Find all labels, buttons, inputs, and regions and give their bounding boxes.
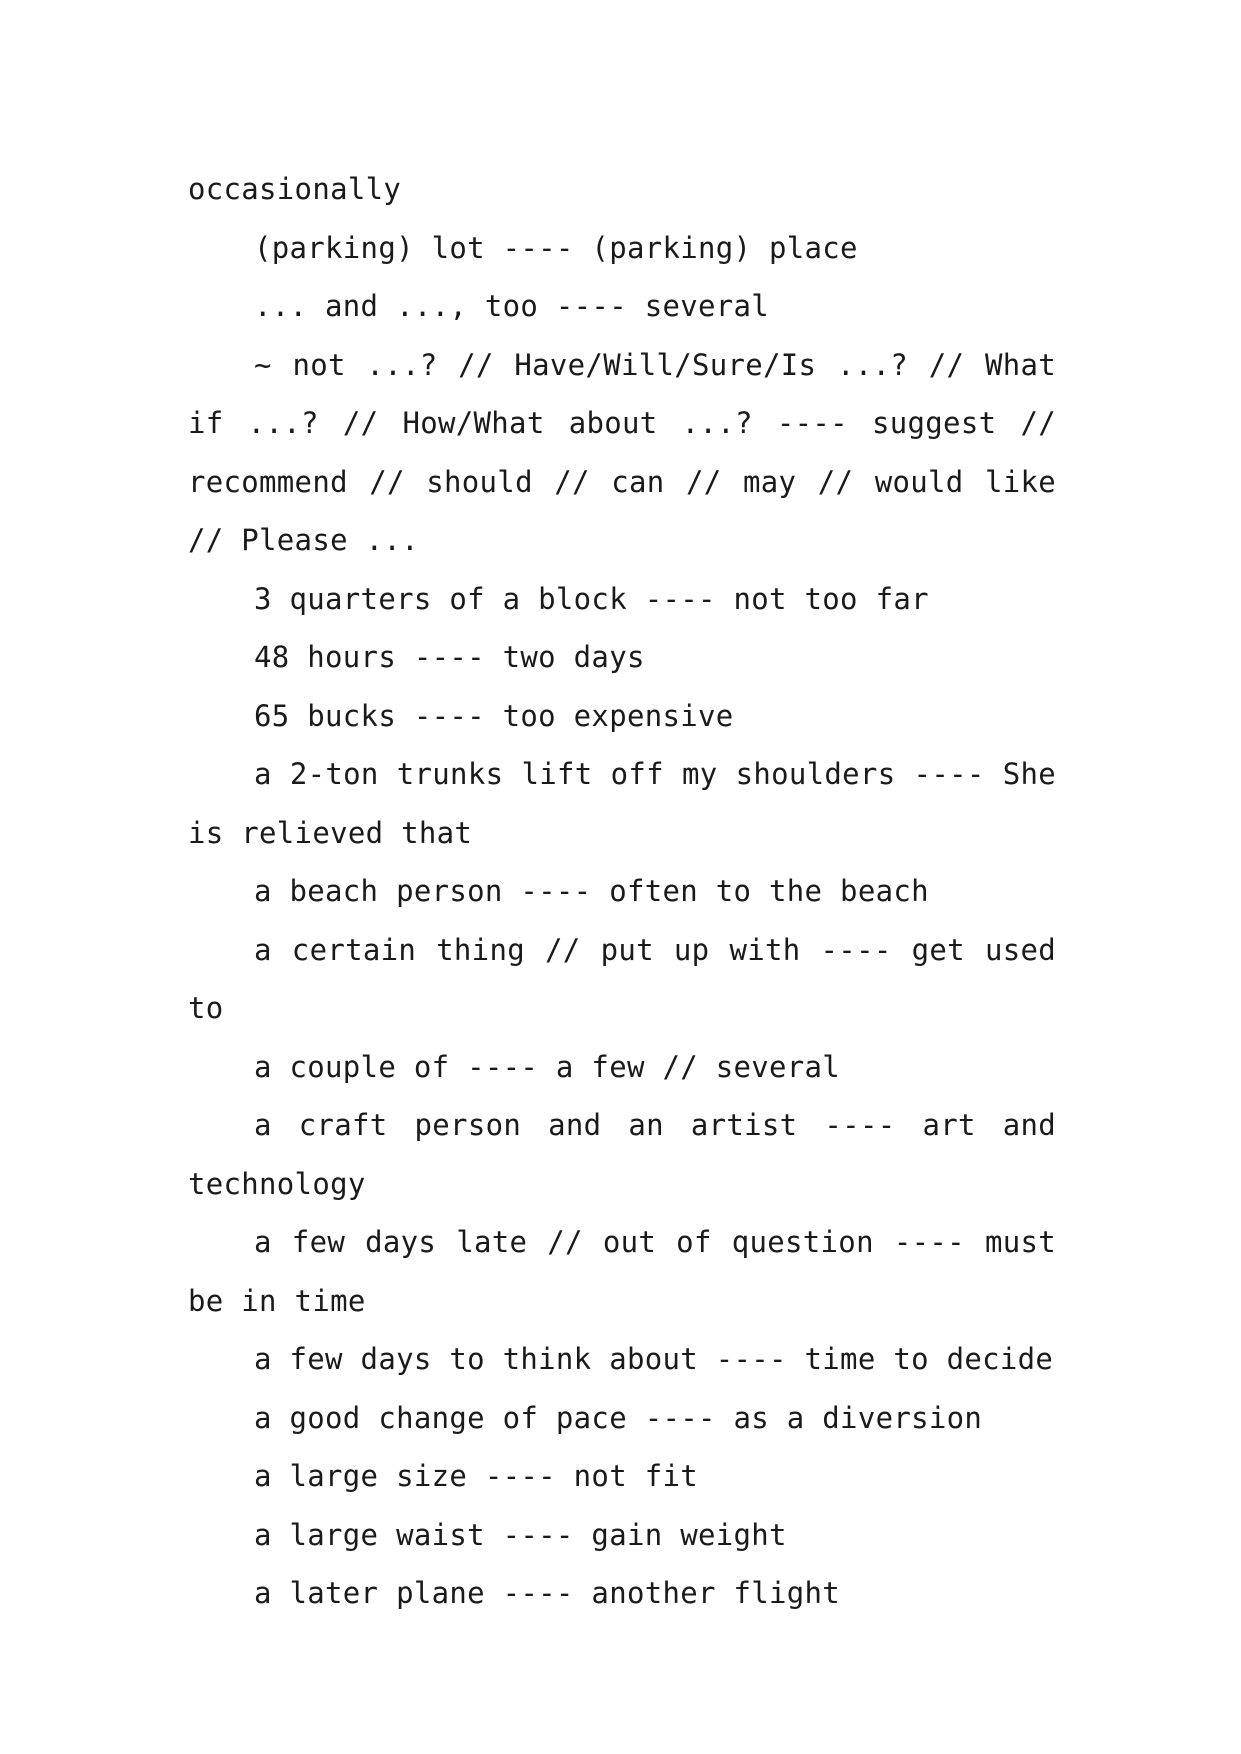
paragraph-65-bucks: 65 bucks ---- too expensive <box>254 698 734 733</box>
paragraph-suggestions: ~ not ...? // Have/Will/Sure/Is ...? // What if ...? // How/What about ...? ---- suggest // recommend // should // can // may // would like // Please ... <box>188 347 1056 557</box>
paragraph-occasionally: occasionally <box>188 172 402 206</box>
paragraph-couple-of: a couple of ---- a few // several <box>254 1049 841 1084</box>
paragraph-beach-person: a beach person ---- often to the beach <box>254 874 929 908</box>
document-page <box>188 160 1056 1623</box>
paragraph-craft-person: a craft person and an artist ---- art and technology <box>188 1108 1056 1201</box>
paragraph-and-too: ... and ..., too ---- several <box>254 289 770 323</box>
paragraph-certain-thing: a certain thing // put up with ---- get used to <box>188 932 1056 1025</box>
paragraph-large-size: a large size ---- not fit <box>254 1459 698 1493</box>
paragraph-large-waist: a large waist ---- gain weight <box>254 1517 787 1552</box>
paragraph-later-plane: a later plane ---- another flight <box>254 1576 841 1610</box>
paragraph-2-ton-trunks: a 2-ton trunks lift off my shoulders ---- She is relieved that <box>188 757 1056 850</box>
paragraph-parking-lot: (parking) lot ---- (parking) place <box>254 230 858 265</box>
paragraph-48-hours: 48 hours ---- two days <box>254 640 645 674</box>
paragraph-few-days-think: a few days to think about ---- time to decide <box>254 1342 1054 1376</box>
paragraph-quarters-block: 3 quarters of a block ---- not too far <box>254 581 929 616</box>
paragraph-change-of-pace: a good change of pace ---- as a diversion <box>254 1400 983 1435</box>
paragraph-few-days-late: a few days late // out of question ---- must be in time <box>188 1225 1056 1318</box>
